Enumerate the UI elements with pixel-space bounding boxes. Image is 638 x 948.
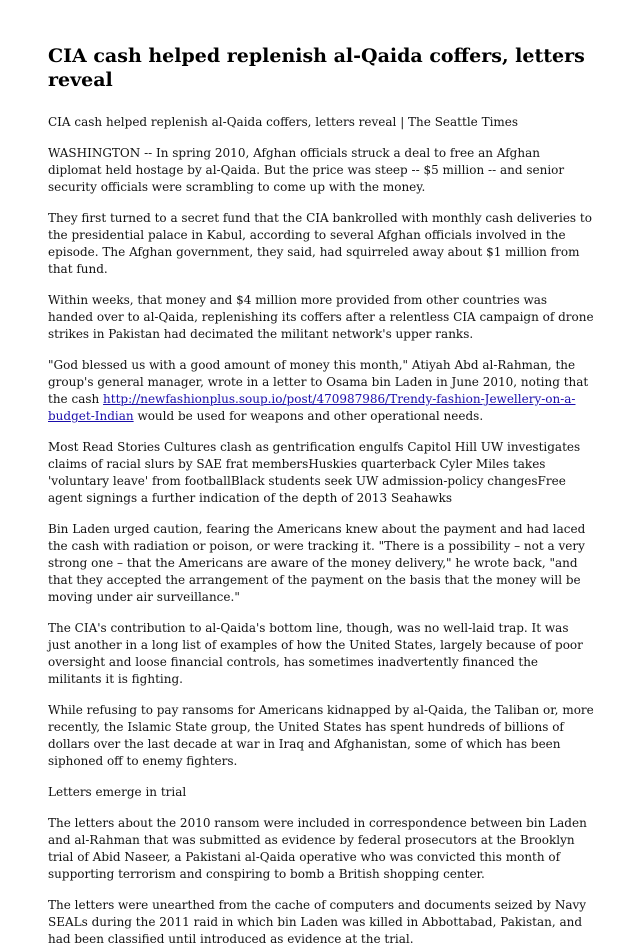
- document-title: CIA cash helped replenish al-Qaida coffers, letters reveal: [48, 45, 585, 91]
- paragraph-8: While refusing to pay ransoms for Americans kidnapped by al-Qaida, the Taliban or, more recently, the Islamic State group, the United States has spent hundreds of billions of dollars over the last decade at war in Iraq and Afghanistan, some of which has been siphoned off to enemy fighters.: [48, 703, 594, 768]
- paragraph-4-text-after: would be used for weapons and other operational needs.: [133, 409, 484, 423]
- document-subtitle: CIA cash helped replenish al-Qaida coffers, letters reveal | The Seattle Times: [48, 115, 519, 129]
- paragraph-1: WASHINGTON -- In spring 2010, Afghan officials struck a deal to free an Afghan diplomat held hostage by al-Qaida. But the price was steep -- $5 million -- and senior security officials were scrambling to come up with the money.: [48, 146, 565, 194]
- section-heading: Letters emerge in trial: [48, 785, 187, 799]
- paragraph-11: The letters were unearthed from the cache of computers and documents seized by Navy SEALs during the 2011 raid in which bin Laden was killed in Abbottabad, Pakistan, and had been classified until introduced as evidence at the trial.: [48, 898, 587, 946]
- paragraph-7: The CIA's contribution to al-Qaida's bottom line, though, was no well-laid trap. It was just another in a long list of examples of how the United States, largely because of poor oversight and loose financial controls, has sometimes inadvertently financed the militants it is fighting.: [48, 621, 583, 686]
- fashion-link[interactable]: http://newfashionplus.soup.io/post/470987986/Trendy-fashion-Jewellery-on-a-budget-Indian: [48, 392, 576, 423]
- paragraph-4: [48, 357, 594, 425]
- paragraph-5: Most Read Stories Cultures clash as gentrification engulfs Capitol Hill UW investigates claims of racial slurs by SAE frat membersHuskies quarterback Cyler Miles takes 'voluntary leave' from footballBlack students seek UW admission-policy changesFree agent signings a further indication of the depth of 2013 Seahawks: [48, 440, 581, 505]
- paragraph-4-text-before: "God blessed us with a good amount of money this month," Atiyah Abd al-Rahman, the group's general manager, wrote in a letter to Osama bin Laden in June 2010, noting that the cash: [48, 358, 589, 406]
- paragraph-2: They first turned to a secret fund that the CIA bankrolled with monthly cash deliveries to the presidential palace in Kabul, according to several Afghan officials involved in the episode. The Afghan government, they said, had squirreled away about $1 million from that fund.: [48, 211, 592, 276]
- paragraph-10: The letters about the 2010 ransom were included in correspondence between bin Laden and al-Rahman that was submitted as evidence by federal prosecutors at the Brooklyn trial of Abid Naseer, a Pakistani al-Qaida operative who was convicted this month of supporting terrorism and conspiring to bomb a British shopping center.: [48, 816, 587, 881]
- paragraph-6: Bin Laden urged caution, fearing the Americans knew about the payment and had laced the cash with radiation or poison, or were tracking it. "There is a possibility – not a very strong one – that the Americans are aware of the money delivery," he wrote back, "and that they accepted the arrangement of the payment on the basis that the money will be moving under air surveillance.": [48, 522, 586, 604]
- paragraph-3: Within weeks, that money and $4 million more provided from other countries was handed over to al-Qaida, replenishing its coffers after a relentless CIA campaign of drone strikes in Pakistan had decimated the militant network's upper ranks.: [48, 293, 594, 341]
